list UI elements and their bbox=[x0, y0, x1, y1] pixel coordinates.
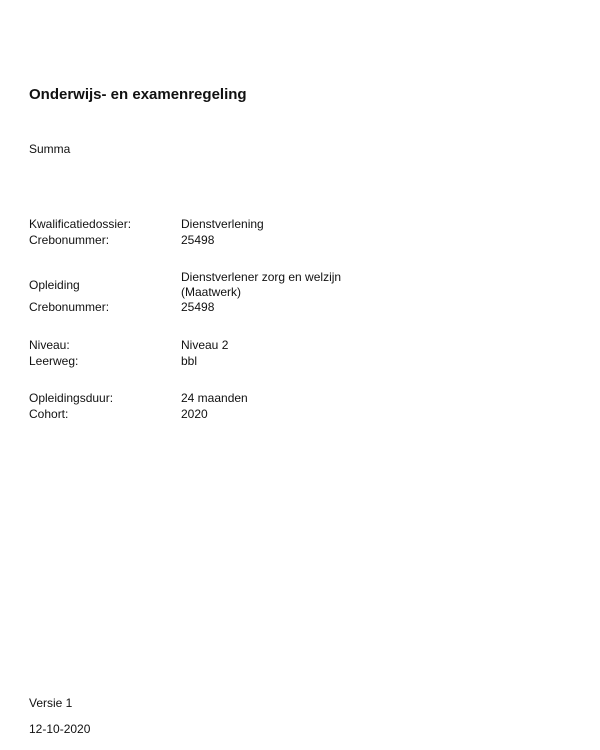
detail-value: bbl bbox=[181, 354, 198, 368]
detail-value: 2020 bbox=[181, 407, 208, 421]
detail-label: Opleidingsduur: bbox=[29, 391, 114, 405]
detail-value: 25498 bbox=[181, 233, 215, 247]
detail-value: Niveau 2 bbox=[181, 338, 229, 352]
detail-label: Crebonummer: bbox=[29, 233, 110, 247]
detail-value: Dienstverlener zorg en welzijn (Maatwerk) bbox=[181, 270, 342, 299]
version-text: Versie 1 bbox=[29, 696, 73, 710]
detail-value: 24 maanden bbox=[181, 391, 248, 405]
detail-label: Cohort: bbox=[29, 407, 69, 421]
detail-label: Leerweg: bbox=[29, 354, 79, 368]
organization-name: Summa bbox=[29, 142, 71, 156]
detail-label: Crebonummer: bbox=[29, 300, 110, 314]
date-text: 12-10-2020 bbox=[29, 722, 91, 736]
detail-value: Dienstverlening bbox=[181, 217, 264, 231]
detail-label: Opleiding bbox=[29, 278, 80, 292]
detail-label: Niveau: bbox=[29, 338, 70, 352]
page-title: Onderwijs- en examenregeling bbox=[29, 86, 247, 103]
detail-value: 25498 bbox=[181, 300, 215, 314]
detail-label: Kwalificatiedossier: bbox=[29, 217, 132, 231]
